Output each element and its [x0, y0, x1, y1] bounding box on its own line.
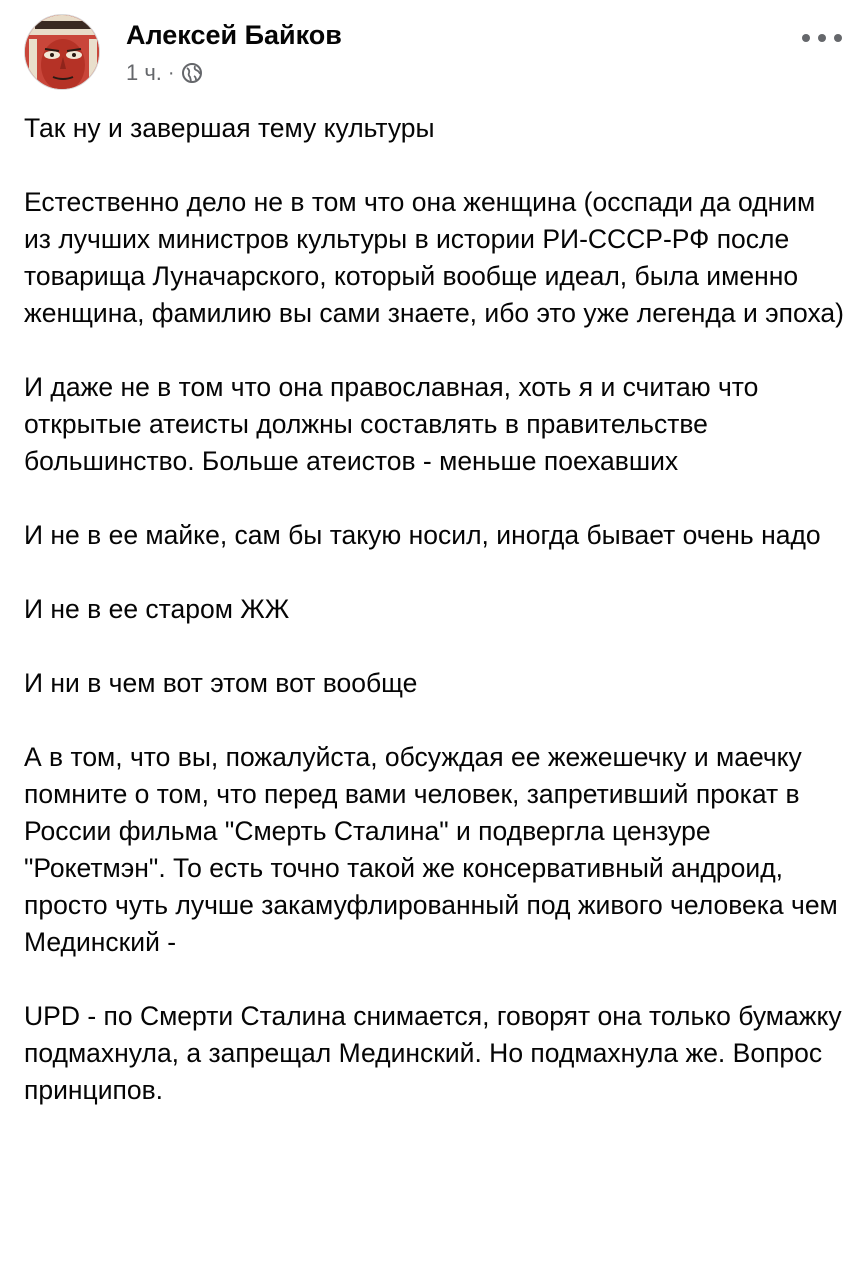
post-paragraph: А в том, что вы, пожалуйста, обсуждая ее жежешечку и маечку помните о том, что перед вами человек, запретивший прокат в России фильма "Смерть Сталина" и подвергла цензуре "Рокетмэн". То есть точно такой же консервативный андроид, просто чуть лучше закамуфлированный под живого человека чем Мединский -: [24, 742, 838, 957]
post-header: [24, 14, 842, 90]
post-meta: [126, 60, 203, 86]
post-body: [24, 110, 844, 1146]
post-timestamp[interactable]: 1 ч.: [126, 60, 162, 85]
more-options-button[interactable]: [802, 26, 842, 50]
post-paragraph: И ни в чем вот этом вот вообще: [24, 668, 418, 698]
post-paragraph: И не в ее старом ЖЖ: [24, 594, 290, 624]
meta-separator: ·: [167, 61, 175, 84]
avatar[interactable]: [24, 14, 100, 90]
more-icon: [802, 34, 810, 42]
globe-icon[interactable]: [181, 62, 203, 84]
post-paragraph: Так ну и завершая тему культуры: [24, 113, 435, 143]
avatar-poster-image: [25, 15, 100, 90]
more-icon: [834, 34, 842, 42]
post-paragraph: И даже не в том что она православная, хоть я и считаю что открытые атеисты должны составлять в правительстве большинство. Больше атеистов - меньше поехавших: [24, 372, 759, 476]
post-author-name[interactable]: Алексей Байков: [126, 20, 342, 50]
post-paragraph: UPD - по Смерти Сталина снимается, говорят она только бумажку подмахнула, а запрещал Мединский. Но подмахнула же. Вопрос принципов.: [24, 1001, 842, 1105]
post-paragraph: Естественно дело не в том что она женщина (осспади да одним из лучших министров культуры в истории РИ-СССР-РФ после товарища Луначарского, который вообще идеал, была именно женщина, фамилию вы сами знаете, ибо это уже легенда и эпоха): [24, 187, 844, 328]
post-paragraph: И не в ее майке, сам бы такую носил, иногда бывает очень надо: [24, 520, 821, 550]
more-icon: [818, 34, 826, 42]
